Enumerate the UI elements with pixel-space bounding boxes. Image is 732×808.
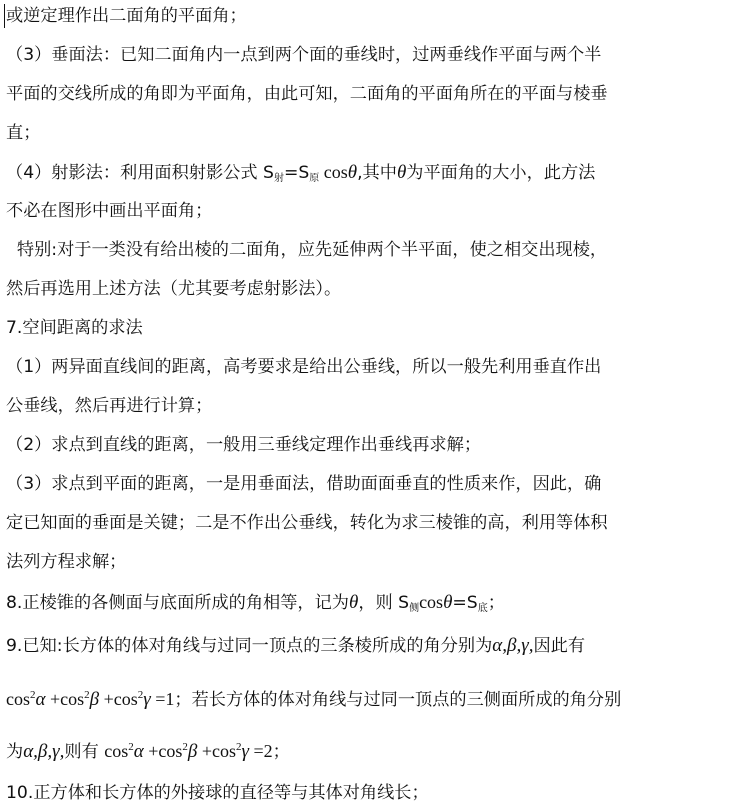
text-line-3: 平面的交线所成的角即为平面角，由此可知，二面角的平面角所在的平面与棱垂: [6, 84, 608, 104]
theta-symbol-2: θ: [396, 162, 407, 183]
text-line-12: （2）求点到直线的距离，一般用三垂线定理作出垂线再求解；: [6, 435, 482, 455]
equals-two: =2: [249, 741, 273, 761]
text-line-17: [6, 634, 728, 658]
text-line-5: [6, 160, 728, 191]
then-have-text: 则有: [64, 742, 105, 762]
sup-2: 2: [84, 689, 90, 701]
cos-text: cos: [319, 162, 348, 182]
alpha-symbol-2: α: [133, 741, 144, 762]
subscript-she: 射: [273, 173, 284, 184]
theta-symbol-3: θ: [348, 592, 359, 613]
text-line-4: 直；: [6, 123, 41, 143]
theta-symbol: θ: [347, 162, 358, 183]
semicolon-2: ；: [272, 742, 290, 762]
greek-angles: α,β,γ,: [492, 635, 534, 656]
subscript-ce: 侧: [409, 603, 420, 614]
beta-symbol-2: β: [187, 741, 198, 762]
section-heading-7: 7.空间距离的求法: [6, 318, 143, 338]
text-line-11: 公垂线，然后再进行计算；: [6, 396, 213, 416]
sup-1: 2: [30, 689, 36, 701]
text-line-14: 定已知面的垂面是关键；二是不作出公垂线，转化为求三棱锥的高，利用等体积: [6, 513, 608, 533]
text-line-13: （3）求点到平面的距离，一是用垂面法，借助面面垂直的性质来作，因此，确: [6, 474, 602, 494]
cos-2: cos: [104, 741, 129, 761]
text-line-6: 不必在图形中画出平面角；: [6, 201, 213, 221]
therefore-text: 因此有: [533, 636, 586, 656]
plus-cos-3: +cos: [143, 741, 183, 761]
plus-cos-2: +cos: [99, 689, 138, 709]
projection-formula-intro: （4）射影法：利用面积射影公式 S: [6, 163, 274, 183]
text-line-8: 然后再选用上述方法（尤其要考虑射影法）。: [6, 279, 342, 299]
sup-3: 2: [137, 689, 144, 701]
sup-5: 2: [182, 741, 188, 753]
gamma-symbol: γ: [143, 689, 151, 710]
cos-1: cos: [6, 689, 30, 709]
then-s: ，则 S: [358, 593, 410, 613]
text-line-19: [6, 735, 728, 764]
semicolon: ；: [487, 593, 505, 613]
plus-cos-1: +cos: [45, 689, 85, 709]
theta-symbol-4: θ: [443, 592, 453, 613]
text-line-7: 特别:对于一类没有给出棱的二面角，应先延伸两个半平面，使之相交出现棱，: [6, 240, 608, 260]
gamma-symbol-2: γ: [241, 741, 249, 762]
text-line-10: （1）两异面直线间的距离，高考要求是给出公垂线，所以一般先利用垂直作出: [6, 357, 602, 377]
equals-s-2: =S: [452, 593, 478, 613]
text-line-2: （3）垂面法：已知二面角内一点到两个面的垂线时，过两垂线作平面与两个半: [6, 45, 602, 65]
sup-4: 2: [128, 741, 134, 753]
where-text: ,其中: [357, 163, 397, 183]
subscript-di: 底: [477, 603, 488, 614]
plus-cos-4: +cos: [197, 741, 236, 761]
cos-text-2: cos: [419, 592, 444, 612]
text-line-20: 10.正方体和长方体的外接球的直径等与其体对角线长；: [6, 783, 429, 803]
text-line-15: 法列方程求解；: [6, 552, 127, 572]
text-cursor: [4, 4, 5, 28]
wei-text: 为: [6, 742, 24, 762]
text-line-16: [6, 590, 728, 621]
equals-s: =S: [283, 163, 310, 183]
beta-symbol: β: [89, 689, 100, 710]
subscript-yuan: 原: [309, 173, 320, 184]
faces-statement: ；若长方体的体对角线与过同一顶点的三侧面所成的角分别: [174, 690, 622, 710]
text-line-1: 或逆定理作出二面角的平面角；: [6, 6, 247, 26]
sup-6: 2: [236, 741, 242, 753]
cuboid-statement: 9.已知:长方体的体对角线与过同一顶点的三条棱所成的角分别为: [6, 636, 493, 656]
equals-one: =1: [150, 689, 175, 709]
text-line-18: [6, 683, 728, 712]
greek-angles-2: α,β,γ,: [23, 741, 65, 762]
pyramid-statement: 8.正棱锥的各侧面与底面所成的角相等，记为: [6, 593, 349, 613]
formula-explanation: 为平面角的大小，此方法: [406, 163, 596, 183]
alpha-symbol: α: [35, 689, 46, 710]
